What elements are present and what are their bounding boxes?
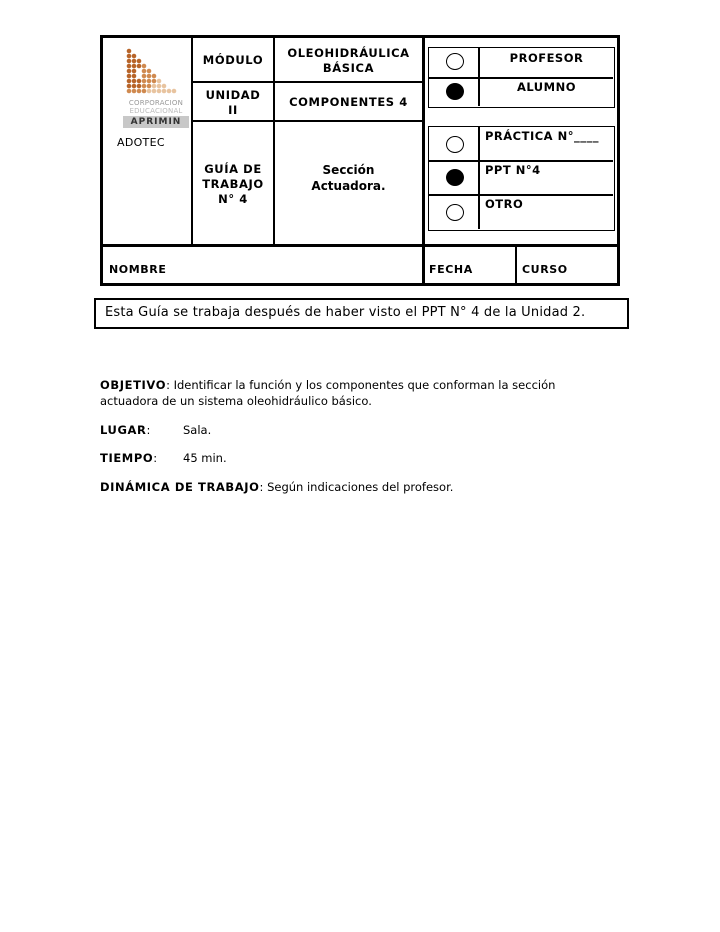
unidad-label bbox=[193, 88, 273, 118]
note-box bbox=[94, 298, 629, 329]
option-otro-label: OTRO bbox=[485, 197, 524, 211]
objetivo-text-line2: actuadora de un sistema oleohidráulico básico. bbox=[100, 394, 372, 408]
tiempo-value: 45 min. bbox=[183, 451, 227, 465]
fecha-field[interactable]: FECHA bbox=[429, 263, 473, 276]
org-line2: EDUCACIONAL bbox=[129, 107, 183, 115]
unidad-label-line2: II bbox=[228, 103, 238, 117]
modulo-label: MÓDULO bbox=[202, 53, 264, 67]
aprimin-logo bbox=[123, 47, 189, 129]
note-text: Esta Guía se trabaja después de haber visto el PPT N° 4 de la Unidad 2. bbox=[105, 305, 586, 320]
modulo-value-line1: OLEOHIDRÁULICA bbox=[287, 46, 410, 60]
divider bbox=[191, 38, 193, 245]
divider bbox=[478, 127, 480, 229]
guia-label-line3: N° 4 bbox=[218, 192, 248, 206]
radio-alumno[interactable] bbox=[446, 83, 464, 100]
guia-value bbox=[275, 162, 422, 194]
lugar-sep: : bbox=[146, 423, 151, 437]
curso-field[interactable]: CURSO bbox=[522, 263, 568, 276]
divider bbox=[515, 245, 517, 283]
divider bbox=[429, 160, 613, 162]
divider bbox=[429, 77, 613, 79]
objetivo-section bbox=[100, 377, 600, 409]
divider bbox=[429, 194, 613, 196]
divider bbox=[103, 244, 617, 247]
guia-label-line1: GUÍA DE bbox=[204, 162, 262, 176]
option-profesor-label: PROFESOR bbox=[509, 51, 584, 65]
option-practica-label: PRÁCTICA N°____ bbox=[485, 129, 599, 143]
nombre-field[interactable]: NOMBRE bbox=[109, 263, 167, 276]
lugar-value: Sala. bbox=[183, 423, 212, 437]
audience-options bbox=[428, 47, 615, 108]
guia-value-line1: Sección bbox=[322, 163, 375, 177]
divider bbox=[191, 120, 423, 122]
adotec-label: ADOTEC bbox=[117, 136, 165, 149]
dinamica-section bbox=[100, 479, 600, 495]
org-line1: CORPORACION bbox=[128, 99, 184, 107]
objetivo-text-line1: : Identificar la función y los componentes que conforman la sección bbox=[166, 378, 556, 392]
modulo-value-line2: BÁSICA bbox=[322, 61, 375, 75]
guia-label bbox=[193, 162, 273, 207]
option-alumno-label: ALUMNO bbox=[516, 80, 576, 94]
guia-value-line2: Actuadora. bbox=[311, 179, 386, 193]
divider bbox=[191, 81, 423, 83]
tiempo-section bbox=[100, 450, 600, 466]
dinamica-value: : Según indicaciones del profesor. bbox=[259, 480, 454, 494]
radio-otro[interactable] bbox=[446, 204, 464, 221]
header-table bbox=[100, 35, 620, 286]
org-name: APRIMIN bbox=[123, 116, 189, 128]
radio-ppt[interactable] bbox=[446, 169, 464, 186]
guia-label-line2: TRABAJO bbox=[202, 177, 264, 191]
lugar-label: LUGAR bbox=[100, 423, 147, 437]
tiempo-sep: : bbox=[153, 451, 158, 465]
radio-practica[interactable] bbox=[446, 136, 464, 153]
objetivo-label: OBJETIVO bbox=[100, 378, 167, 392]
option-ppt-label: PPT N°4 bbox=[485, 163, 541, 177]
dinamica-label: DINÁMICA DE TRABAJO bbox=[100, 480, 260, 494]
unidad-value: COMPONENTES 4 bbox=[289, 95, 408, 109]
tiempo-label: TIEMPO bbox=[100, 451, 154, 465]
type-options bbox=[428, 126, 615, 231]
modulo-value bbox=[275, 46, 422, 76]
unidad-label-line1: UNIDAD bbox=[205, 88, 261, 102]
lugar-section bbox=[100, 422, 600, 438]
radio-profesor[interactable] bbox=[446, 53, 464, 70]
